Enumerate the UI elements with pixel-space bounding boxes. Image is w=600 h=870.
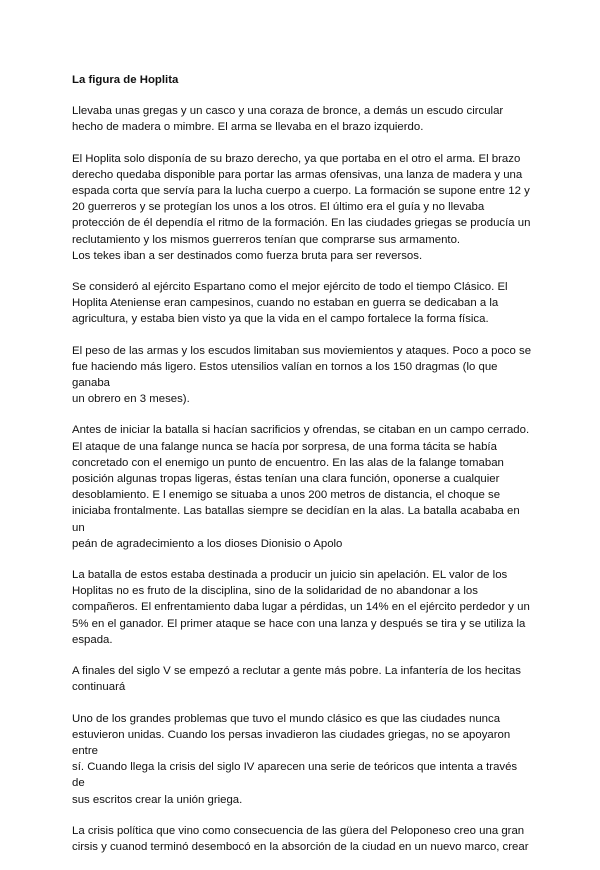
paragraph: Antes de iniciar la batalla si hacían sacrificios y ofrendas, se citaban en un campo cerrado. El ataque de una falange nunca se hacía por sorpresa, de una forma tácita se había concretado con el enemigo un punto de encuentro. En las alas de la falange tomaban posición algunas tropas ligeras, éstas tenían una clara función, oponerse a cualquier desoblamiento. E l enemigo se situaba a unos 200 metros de distancia, el choque se iniciaba frontalmente. Las batallas siempre se decidían en la alas. La batalla acababa en un peán de agradecimiento a los dioses Dionisio o Apolo xyxy=(72,424,530,550)
document-title: La figura de Hoplita xyxy=(72,74,179,86)
document-body xyxy=(72,72,532,870)
paragraph: La crisis política que vino como consecuencia de las güera del Peloponeso creo una gran cirsis y cuanod terminó desembocó en la absorción de la ciudad en un nuevo marco, crear xyxy=(72,824,529,853)
paragraph: El Hoplita solo disponía de su brazo derecho, ya que portaba en el otro el arma. El brazo derecho quedaba disponible para portar las armas ofensivas, una lanza de madera y una espada corta que servía para la lucha cuerpo a cuerpo. La formación se supone entre 12 y 20 guerreros y se protegían los unos a los otros. El último era el guía y no llevaba protección de él dependía el ritmo de la formación. En las ciudades griegas se producía un reclutamiento y los mismos guerreros tenían que comprarse sus armamento. Los tekes iban a ser destinados como fuerza bruta para ser reversos. xyxy=(72,152,531,262)
paragraph: Se consideró al ejército Espartano como el mejor ejército de todo el tiempo Clásico. El Hoplita Ateniense eran campesinos, cuando no estaban en guerra se dedicaban a la agricultura, y estaba bien visto ya que la vida en el campo fortalece la forma física. xyxy=(72,281,508,326)
paragraph: A finales del siglo V se empezó a reclutar a gente más pobre. La infantería de los hecitas continuará xyxy=(72,665,521,694)
paragraph: Uno de los grandes problemas que tuvo el mundo clásico es que las ciudades nunca estuvieron unidas. Cuando los persas invadieron las ciudades griegas, no se apoyaron entre sí. Cuando llega la crisis del siglo IV aparecen una serie de teóricos que intenta a través de sus escritos crear la unión griega. xyxy=(72,712,518,806)
paragraph: La batalla de estos estaba destinada a producir un juicio sin apelación. EL valor de los Hoplitas no es fruto de la disciplina, sino de la solidaridad de no abandonar a los compañeros. El enfrentamiento daba lugar a pérdidas, un 14% en el ejército perdedor y un 5% en el ganador. El primer ataque se hace con una lanza y después se tira y se utiliza la espada. xyxy=(72,569,530,646)
paragraph: Llevaba unas gregas y un casco y una coraza de bronce, a demás un escudo circular hecho de madera o mimbre. El arma se llevaba en el brazo izquierdo. xyxy=(72,105,504,134)
paragraph: El peso de las armas y los escudos limitaban sus moviemientos y ataques. Poco a poco se fue haciendo más ligero. Estos utensilios valían en tornos a los 150 dragmas (lo que ganaba un obrero en 3 meses). xyxy=(72,344,532,406)
